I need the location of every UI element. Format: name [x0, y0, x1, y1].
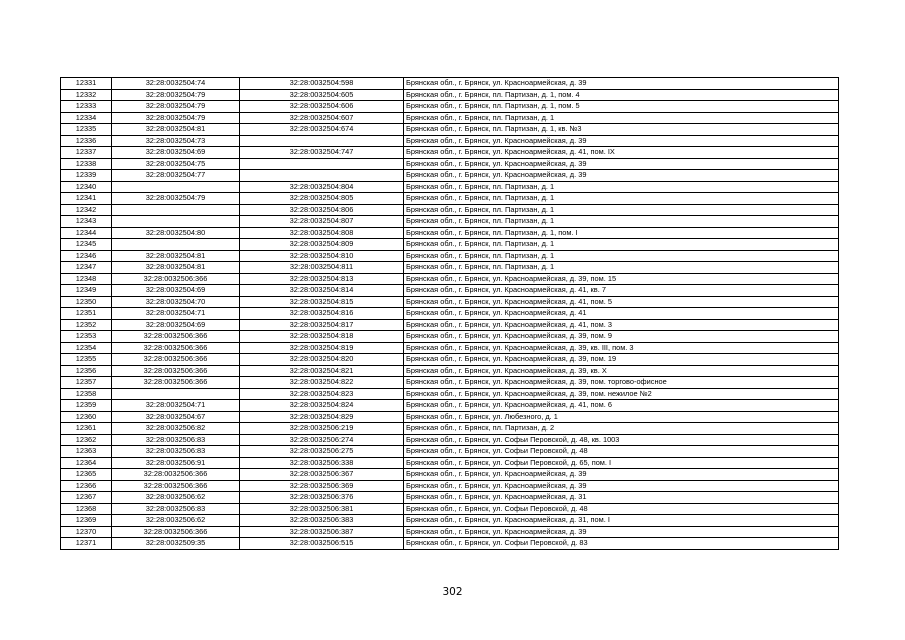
parcel-cadastral-number-cell	[112, 204, 240, 216]
parcel-cadastral-number-cell: 32:28:0032506:83	[112, 434, 240, 446]
record-number-cell: 12343	[61, 216, 112, 228]
address-cell: Брянская обл., г. Брянск, ул. Красноармейская, д. 39, пом. 19	[404, 354, 839, 366]
address-cell: Брянская обл., г. Брянск, ул. Красноармейская, д. 41, пом. 6	[404, 400, 839, 412]
parcel-cadastral-number-cell: 32:28:0032504:79	[112, 89, 240, 101]
table-row	[61, 492, 839, 504]
object-cadastral-number-cell: 32:28:0032506:515	[240, 538, 404, 550]
address-cell: Брянская обл., г. Брянск, ул. Софьи Перовской, д. 48	[404, 503, 839, 515]
parcel-cadastral-number-cell: 32:28:0032504:71	[112, 308, 240, 320]
table-row	[61, 480, 839, 492]
table-row	[61, 170, 839, 182]
address-cell: Брянская обл., г. Брянск, ул. Красноармейская, д. 41, пом. IX	[404, 147, 839, 159]
object-cadastral-number-cell: 32:28:0032506:338	[240, 457, 404, 469]
record-number-cell: 12352	[61, 319, 112, 331]
address-cell: Брянская обл., г. Брянск, пл. Партизан, д. 1, кв. №3	[404, 124, 839, 136]
object-cadastral-number-cell: 32:28:0032504:817	[240, 319, 404, 331]
table-row	[61, 273, 839, 285]
table-row	[61, 388, 839, 400]
address-cell: Брянская обл., г. Брянск, ул. Красноармейская, д. 39	[404, 158, 839, 170]
record-number-cell: 12371	[61, 538, 112, 550]
address-cell: Брянская обл., г. Брянск, ул. Красноармейская, д. 39	[404, 526, 839, 538]
object-cadastral-number-cell: 32:28:0032504:747	[240, 147, 404, 159]
record-number-cell: 12340	[61, 181, 112, 193]
object-cadastral-number-cell: 32:28:0032504:813	[240, 273, 404, 285]
object-cadastral-number-cell: 32:28:0032504:674	[240, 124, 404, 136]
table-row	[61, 124, 839, 136]
table-row	[61, 227, 839, 239]
record-number-cell: 12347	[61, 262, 112, 274]
record-number-cell: 12334	[61, 112, 112, 124]
table-row	[61, 216, 839, 228]
parcel-cadastral-number-cell: 32:28:0032506:62	[112, 492, 240, 504]
record-number-cell: 12366	[61, 480, 112, 492]
address-cell: Брянская обл., г. Брянск, ул. Софьи Перовской, д. 83	[404, 538, 839, 550]
address-cell: Брянская обл., г. Брянск, ул. Красноармейская, д. 39	[404, 135, 839, 147]
parcel-cadastral-number-cell: 32:28:0032506:366	[112, 480, 240, 492]
address-cell: Брянская обл., г. Брянск, пл. Партизан, д. 2	[404, 423, 839, 435]
record-number-cell: 12354	[61, 342, 112, 354]
record-number-cell: 12345	[61, 239, 112, 251]
table-row	[61, 308, 839, 320]
address-cell: Брянская обл., г. Брянск, пл. Партизан, д. 1, пом. 5	[404, 101, 839, 113]
parcel-cadastral-number-cell: 32:28:0032504:77	[112, 170, 240, 182]
address-cell: Брянская обл., г. Брянск, ул. Красноармейская, д. 39, кв. X	[404, 365, 839, 377]
object-cadastral-number-cell: 32:28:0032506:369	[240, 480, 404, 492]
object-cadastral-number-cell: 32:28:0032504:814	[240, 285, 404, 297]
record-number-cell: 12341	[61, 193, 112, 205]
table-row	[61, 319, 839, 331]
object-cadastral-number-cell: 32:28:0032504:809	[240, 239, 404, 251]
record-number-cell: 12348	[61, 273, 112, 285]
parcel-cadastral-number-cell: 32:28:0032506:366	[112, 331, 240, 343]
address-cell: Брянская обл., г. Брянск, пл. Партизан, д. 1	[404, 262, 839, 274]
address-cell: Брянская обл., г. Брянск, ул. Красноармейская, д. 39, кв. III, пом. 3	[404, 342, 839, 354]
record-number-cell: 12357	[61, 377, 112, 389]
table-row	[61, 446, 839, 458]
parcel-cadastral-number-cell	[112, 239, 240, 251]
object-cadastral-number-cell: 32:28:0032506:367	[240, 469, 404, 481]
table-row	[61, 101, 839, 113]
parcel-cadastral-number-cell: 32:28:0032504:70	[112, 296, 240, 308]
address-cell: Брянская обл., г. Брянск, пл. Партизан, д. 1, пом. 4	[404, 89, 839, 101]
address-cell: Брянская обл., г. Брянск, ул. Красноармейская, д. 31, пом. I	[404, 515, 839, 527]
parcel-cadastral-number-cell: 32:28:0032504:69	[112, 147, 240, 159]
parcel-cadastral-number-cell: 32:28:0032506:83	[112, 446, 240, 458]
parcel-cadastral-number-cell: 32:28:0032504:79	[112, 101, 240, 113]
table-row	[61, 354, 839, 366]
table-row	[61, 400, 839, 412]
address-cell: Брянская обл., г. Брянск, ул. Софьи Перовской, д. 48, кв. 1003	[404, 434, 839, 446]
table-row	[61, 158, 839, 170]
object-cadastral-number-cell: 32:28:0032504:804	[240, 181, 404, 193]
object-cadastral-number-cell: 32:28:0032506:274	[240, 434, 404, 446]
address-cell: Брянская обл., г. Брянск, пл. Партизан, д. 1	[404, 193, 839, 205]
record-number-cell: 12358	[61, 388, 112, 400]
object-cadastral-number-cell: 32:28:0032504:808	[240, 227, 404, 239]
object-cadastral-number-cell: 32:28:0032504:807	[240, 216, 404, 228]
table-row	[61, 285, 839, 297]
record-number-cell: 12356	[61, 365, 112, 377]
record-number-cell: 12344	[61, 227, 112, 239]
table-row	[61, 204, 839, 216]
object-cadastral-number-cell: 32:28:0032506:219	[240, 423, 404, 435]
table-row	[61, 469, 839, 481]
record-number-cell: 12365	[61, 469, 112, 481]
object-cadastral-number-cell: 32:28:0032504:823	[240, 388, 404, 400]
object-cadastral-number-cell: 32:28:0032504:819	[240, 342, 404, 354]
record-number-cell: 12350	[61, 296, 112, 308]
address-cell: Брянская обл., г. Брянск, пл. Партизан, д. 1	[404, 204, 839, 216]
parcel-cadastral-number-cell	[112, 181, 240, 193]
parcel-cadastral-number-cell: 32:28:0032504:74	[112, 78, 240, 90]
parcel-cadastral-number-cell: 32:28:0032506:366	[112, 377, 240, 389]
table-row	[61, 193, 839, 205]
record-number-cell: 12338	[61, 158, 112, 170]
parcel-cadastral-number-cell	[112, 388, 240, 400]
record-number-cell: 12335	[61, 124, 112, 136]
address-cell: Брянская обл., г. Брянск, ул. Софьи Перовской, д. 65, пом. I	[404, 457, 839, 469]
table-row	[61, 147, 839, 159]
record-number-cell: 12363	[61, 446, 112, 458]
table-row	[61, 331, 839, 343]
object-cadastral-number-cell: 32:28:0032504:818	[240, 331, 404, 343]
table-row	[61, 296, 839, 308]
address-cell: Брянская обл., г. Брянск, ул. Красноармейская, д. 41, пом. 5	[404, 296, 839, 308]
address-cell: Брянская обл., г. Брянск, пл. Партизан, д. 1	[404, 239, 839, 251]
object-cadastral-number-cell: 32:28:0032506:275	[240, 446, 404, 458]
record-number-cell: 12369	[61, 515, 112, 527]
object-cadastral-number-cell	[240, 170, 404, 182]
record-number-cell: 12370	[61, 526, 112, 538]
record-number-cell: 12339	[61, 170, 112, 182]
table-row	[61, 342, 839, 354]
object-cadastral-number-cell: 32:28:0032504:829	[240, 411, 404, 423]
parcel-cadastral-number-cell: 32:28:0032506:62	[112, 515, 240, 527]
parcel-cadastral-number-cell: 32:28:0032504:73	[112, 135, 240, 147]
object-cadastral-number-cell: 32:28:0032504:816	[240, 308, 404, 320]
parcel-cadastral-number-cell: 32:28:0032504:69	[112, 285, 240, 297]
parcel-cadastral-number-cell: 32:28:0032504:71	[112, 400, 240, 412]
parcel-cadastral-number-cell: 32:28:0032506:366	[112, 273, 240, 285]
record-number-cell: 12351	[61, 308, 112, 320]
record-number-cell: 12346	[61, 250, 112, 262]
address-cell: Брянская обл., г. Брянск, ул. Софьи Перовской, д. 48	[404, 446, 839, 458]
table-row	[61, 423, 839, 435]
parcel-cadastral-number-cell: 32:28:0032506:82	[112, 423, 240, 435]
address-cell: Брянская обл., г. Брянск, пл. Партизан, д. 1	[404, 250, 839, 262]
record-number-cell: 12362	[61, 434, 112, 446]
record-number-cell: 12360	[61, 411, 112, 423]
address-cell: Брянская обл., г. Брянск, ул. Красноармейская, д. 39, пом. 9	[404, 331, 839, 343]
object-cadastral-number-cell: 32:28:0032506:376	[240, 492, 404, 504]
parcel-cadastral-number-cell: 32:28:0032504:69	[112, 319, 240, 331]
table-row	[61, 181, 839, 193]
address-cell: Брянская обл., г. Брянск, ул. Красноармейская, д. 39, пом. торгово-офисное	[404, 377, 839, 389]
page-number: 302	[442, 586, 463, 598]
table-row	[61, 377, 839, 389]
parcel-cadastral-number-cell: 32:28:0032506:83	[112, 503, 240, 515]
object-cadastral-number-cell: 32:28:0032504:810	[240, 250, 404, 262]
address-cell: Брянская обл., г. Брянск, пл. Партизан, д. 1	[404, 181, 839, 193]
registry-table-body	[61, 78, 839, 550]
record-number-cell: 12368	[61, 503, 112, 515]
record-number-cell: 12364	[61, 457, 112, 469]
table-row	[61, 503, 839, 515]
table-row	[61, 135, 839, 147]
address-cell: Брянская обл., г. Брянск, ул. Красноармейская, д. 39, пом. нежилое №2	[404, 388, 839, 400]
parcel-cadastral-number-cell: 32:28:0032506:366	[112, 469, 240, 481]
parcel-cadastral-number-cell: 32:28:0032506:366	[112, 526, 240, 538]
address-cell: Брянская обл., г. Брянск, ул. Красноармейская, д. 39	[404, 480, 839, 492]
record-number-cell: 12336	[61, 135, 112, 147]
object-cadastral-number-cell	[240, 158, 404, 170]
table-row	[61, 515, 839, 527]
parcel-cadastral-number-cell: 32:28:0032506:366	[112, 354, 240, 366]
parcel-cadastral-number-cell: 32:28:0032506:366	[112, 342, 240, 354]
object-cadastral-number-cell: 32:28:0032504:607	[240, 112, 404, 124]
address-cell: Брянская обл., г. Брянск, ул. Красноармейская, д. 31	[404, 492, 839, 504]
address-cell: Брянская обл., г. Брянск, ул. Красноармейская, д. 41	[404, 308, 839, 320]
address-cell: Брянская обл., г. Брянск, пл. Партизан, д. 1, пом. I	[404, 227, 839, 239]
parcel-cadastral-number-cell: 32:28:0032509:35	[112, 538, 240, 550]
object-cadastral-number-cell: 32:28:0032504:598	[240, 78, 404, 90]
record-number-cell: 12355	[61, 354, 112, 366]
parcel-cadastral-number-cell: 32:28:0032504:81	[112, 124, 240, 136]
record-number-cell: 12337	[61, 147, 112, 159]
record-number-cell: 12367	[61, 492, 112, 504]
parcel-cadastral-number-cell: 32:28:0032506:366	[112, 365, 240, 377]
parcel-cadastral-number-cell: 32:28:0032504:80	[112, 227, 240, 239]
table-row	[61, 89, 839, 101]
table-row	[61, 78, 839, 90]
record-number-cell: 12331	[61, 78, 112, 90]
table-row	[61, 411, 839, 423]
address-cell: Брянская обл., г. Брянск, ул. Красноармейская, д. 41, кв. 7	[404, 285, 839, 297]
object-cadastral-number-cell: 32:28:0032504:822	[240, 377, 404, 389]
record-number-cell: 12332	[61, 89, 112, 101]
address-cell: Брянская обл., г. Брянск, пл. Партизан, д. 1	[404, 112, 839, 124]
parcel-cadastral-number-cell: 32:28:0032504:67	[112, 411, 240, 423]
record-number-cell: 12333	[61, 101, 112, 113]
parcel-cadastral-number-cell	[112, 216, 240, 228]
object-cadastral-number-cell: 32:28:0032504:824	[240, 400, 404, 412]
address-cell: Брянская обл., г. Брянск, ул. Красноармейская, д. 39, пом. 15	[404, 273, 839, 285]
object-cadastral-number-cell: 32:28:0032504:606	[240, 101, 404, 113]
address-cell: Брянская обл., г. Брянск, ул. Красноармейская, д. 41, пом. 3	[404, 319, 839, 331]
record-number-cell: 12359	[61, 400, 112, 412]
table-row	[61, 538, 839, 550]
object-cadastral-number-cell	[240, 135, 404, 147]
table-row	[61, 434, 839, 446]
table-row	[61, 250, 839, 262]
object-cadastral-number-cell: 32:28:0032506:387	[240, 526, 404, 538]
record-number-cell: 12342	[61, 204, 112, 216]
table-row	[61, 262, 839, 274]
parcel-cadastral-number-cell: 32:28:0032506:91	[112, 457, 240, 469]
table-row	[61, 526, 839, 538]
object-cadastral-number-cell: 32:28:0032506:381	[240, 503, 404, 515]
record-number-cell: 12353	[61, 331, 112, 343]
address-cell: Брянская обл., г. Брянск, ул. Красноармейская, д. 39	[404, 469, 839, 481]
address-cell: Брянская обл., г. Брянск, ул. Красноармейская, д. 39	[404, 78, 839, 90]
parcel-cadastral-number-cell: 32:28:0032504:75	[112, 158, 240, 170]
parcel-cadastral-number-cell: 32:28:0032504:79	[112, 193, 240, 205]
object-cadastral-number-cell: 32:28:0032504:605	[240, 89, 404, 101]
object-cadastral-number-cell: 32:28:0032506:383	[240, 515, 404, 527]
table-row	[61, 239, 839, 251]
record-number-cell: 12361	[61, 423, 112, 435]
address-cell: Брянская обл., г. Брянск, ул. Любезного, д. 1	[404, 411, 839, 423]
parcel-cadastral-number-cell: 32:28:0032504:79	[112, 112, 240, 124]
object-cadastral-number-cell: 32:28:0032504:821	[240, 365, 404, 377]
object-cadastral-number-cell: 32:28:0032504:820	[240, 354, 404, 366]
registry-table	[60, 77, 839, 550]
record-number-cell: 12349	[61, 285, 112, 297]
table-row	[61, 112, 839, 124]
table-row	[61, 365, 839, 377]
address-cell: Брянская обл., г. Брянск, пл. Партизан, д. 1	[404, 216, 839, 228]
parcel-cadastral-number-cell: 32:28:0032504:81	[112, 250, 240, 262]
object-cadastral-number-cell: 32:28:0032504:805	[240, 193, 404, 205]
object-cadastral-number-cell: 32:28:0032504:811	[240, 262, 404, 274]
parcel-cadastral-number-cell: 32:28:0032504:81	[112, 262, 240, 274]
address-cell: Брянская обл., г. Брянск, ул. Красноармейская, д. 39	[404, 170, 839, 182]
object-cadastral-number-cell: 32:28:0032504:806	[240, 204, 404, 216]
table-row	[61, 457, 839, 469]
object-cadastral-number-cell: 32:28:0032504:815	[240, 296, 404, 308]
